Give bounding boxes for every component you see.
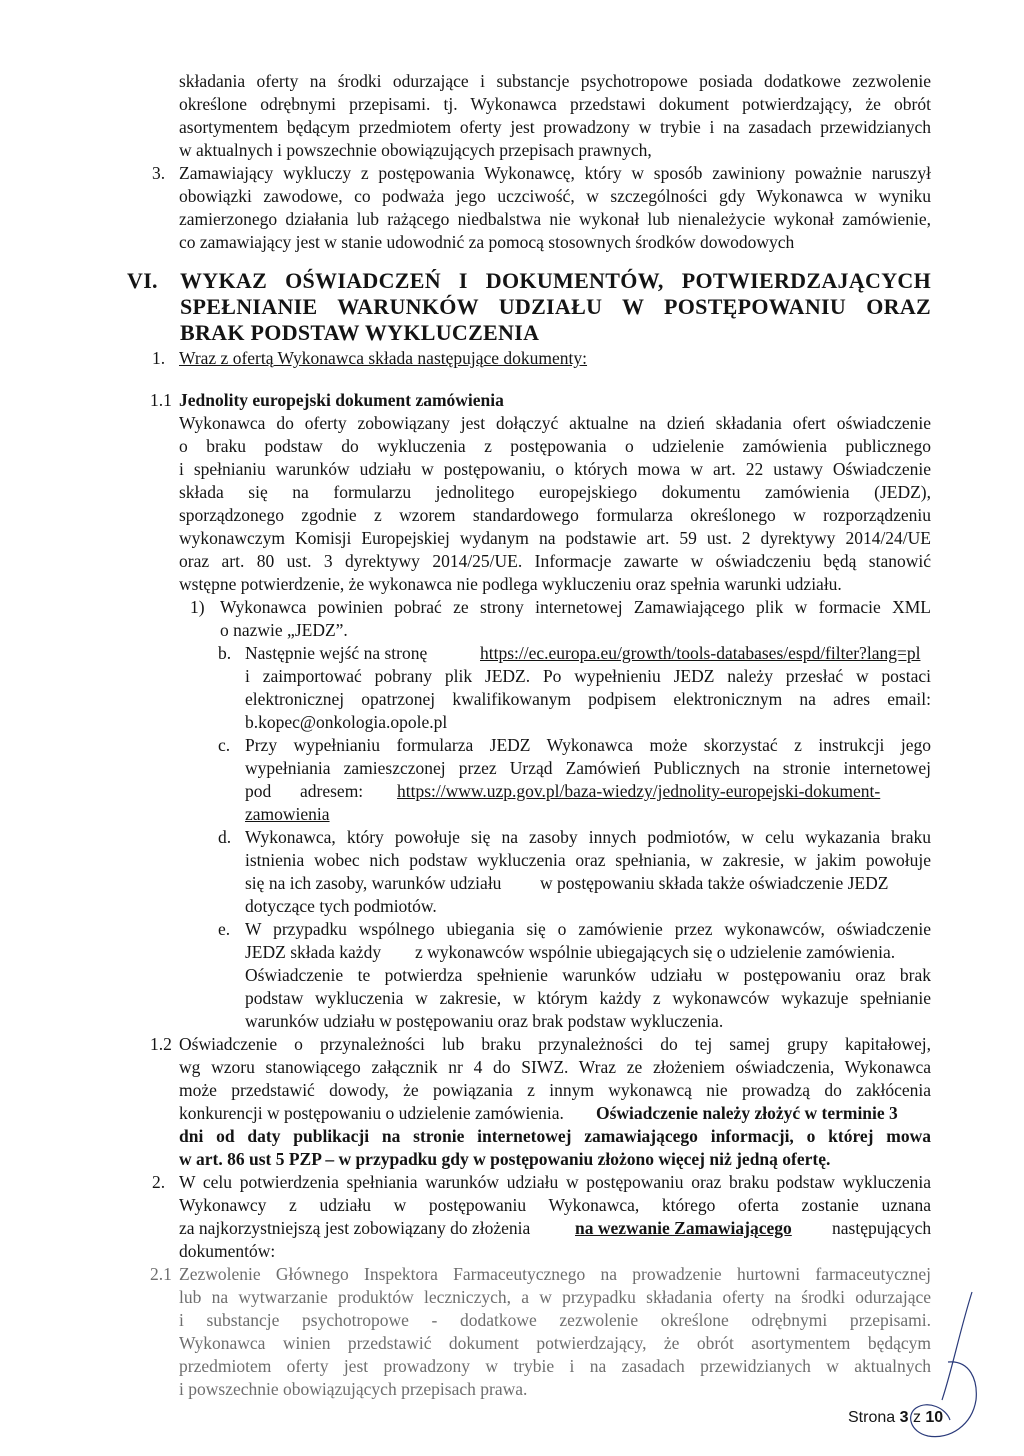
point-2-number: 2.: [152, 1172, 166, 1192]
point-2-line-1: W celu potwierdzenia spełniania warunków udziału w postępowaniu oraz braku podstaw wykluczenia: [179, 1172, 931, 1192]
page-footer-label: Strona: [848, 1409, 896, 1426]
point-1-1-title: Jednolity europejski dokument zamówienia: [179, 390, 504, 410]
item-d-line-3b: w postępowaniu składa także oświadczenie JEDZ: [540, 873, 889, 893]
point-1-1-line-4: składa się na formularzu jednolitego europejskiego dokumentu zamówienia (JEDZ),: [179, 482, 931, 502]
point-2-1-line-6: i powszechnie obowiązujących przepisach prawa.: [179, 1379, 528, 1399]
point-1-number: 1.: [152, 348, 166, 368]
espd-link[interactable]: https://ec.europa.eu/growth/tools-databases/espd/filter?lang=pl: [480, 643, 921, 663]
point-1-1-line-2: o braku podstaw do wykluczenia z postępowania o udzielenie zamówienia publicznego: [179, 436, 931, 456]
page-current: 3: [899, 1409, 909, 1426]
item-e-line-5: warunków udziału w postępowaniu oraz brak podstaw wykluczenia.: [245, 1011, 724, 1031]
point-2-line-2: Wykonawcy z udziału w postępowaniu Wykonawca, którego oferta zostanie uznana: [179, 1195, 931, 1215]
item-e-number: e.: [218, 919, 231, 939]
item-e-line-1: W przypadku wspólnego ubiegania się o zamówienie przez wykonawców, oświadczenie: [245, 919, 931, 939]
item-c-number: c.: [218, 735, 231, 755]
top-line-3: asortymentem będącym przedmiotem oferty jest prowadzony w trybie i na zasadach przewidzianych: [179, 117, 931, 137]
point-1-1-line-1: Wykonawca do oferty zobowiązany jest dołączyć aktualne na dzień składania ofert oświadczenie: [179, 413, 931, 433]
item-b-prefix: Następnie wejść na stronę: [245, 643, 428, 663]
section-number: VI.: [127, 268, 158, 293]
point-2-line-3a: za najkorzystniejszą jest zobowiązany do złożenia: [179, 1218, 531, 1238]
top-line-2: określone odrębnymi przepisami. tj. Wykonawca przedstawi dokument potwierdzający, że obrót: [179, 94, 931, 114]
item-1-line-1: Wykonawca powinien pobrać ze strony internetowej Zamawiającego plik w formacie XML: [220, 597, 931, 617]
point-2-line-3b: na wezwanie Zamawiającego: [575, 1218, 792, 1238]
point-3-line-4: co zamawiający jest w stanie udowodnić za pomocą stosownych środków dowodowych: [179, 232, 795, 252]
item-c-pod: pod: [245, 781, 272, 801]
item-e-line-2b: z wykonawców wspólnie ubiegających się o udzielenie zamówienia.: [415, 942, 896, 962]
point-1-2-number: 1.2: [150, 1034, 172, 1054]
point-1-1-line-3: i spełnianiu warunków udziału w postępowaniu, o których mowa w art. 22 ustawy Oświadczenie: [179, 459, 931, 479]
item-d-number: d.: [218, 827, 232, 847]
point-1-1-number: 1.1: [150, 390, 172, 410]
item-c-line-1: Przy wypełnianiu formularza JEDZ Wykonawca może skorzystać z instrukcji jego: [245, 735, 931, 755]
item-c-adresem: adresem:: [300, 781, 364, 801]
item-1-number: 1): [190, 597, 205, 617]
point-1-1-line-6: wykonawczym Komisji Europejskiej wydanym na podstawie art. 59 ust. 2 dyrektywy 2014/24/UE: [179, 528, 931, 548]
point-1-1-line-7: oraz art. 80 ust. 3 dyrektywy 2014/25/UE. Informacje zawarte w oświadczeniu będą stanowić: [179, 551, 931, 571]
page-of: z: [912, 1409, 921, 1426]
item-c-line-2: wypełniania zamieszczonej przez Urząd Zamówień Publicznych na stronie internetowej: [245, 758, 931, 778]
item-e-line-4: podstaw wykluczenia w zakresie, w którym każdy z wykonawców wykazuje spełnianie: [245, 988, 931, 1008]
point-1-1-line-8: wstępne potwierdzenie, że wykonawca nie podlega wykluczeniu oraz spełnia warunki udziału.: [179, 574, 842, 594]
item-b-line-3: elektronicznej opatrzonej kwalifikowanym podpisem elektronicznym na adres email:: [245, 689, 931, 709]
page-total: 10: [925, 1409, 944, 1426]
point-2-line-4: dokumentów:: [179, 1241, 276, 1261]
point-1-2-line-4b: Oświadczenie należy złożyć w terminie 3: [596, 1103, 898, 1123]
uzp-link-line-1[interactable]: https://www.uzp.gov.pl/baza-wiedzy/jednolity-europejski-dokument-: [397, 781, 881, 801]
item-1-line-2: o nazwie „JEDZ”.: [220, 620, 348, 640]
point-1-2-line-4a: konkurencji w postępowaniu o udzielenie zamówienia.: [179, 1103, 564, 1123]
top-line-1: składania oferty na środki odurzające i substancje psychotropowe posiada dodatkowe zezwolenie: [179, 71, 931, 91]
point-3-number: 3.: [152, 163, 166, 183]
point-1-2-line-1: Oświadczenie o przynależności lub braku przynależności do tej samej grupy kapitałowej,: [179, 1034, 931, 1054]
point-2-1-line-4: Wykonawca winien przedstawić dokument potwierdzający, że obrót asortymentem będącym: [179, 1333, 931, 1353]
item-d-line-4: dotyczące tych podmiotów.: [245, 896, 437, 916]
point-2-1-line-1: Zezwolenie Głównego Inspektora Farmaceutycznego na prowadzenie hurtowni farmaceutycznej: [179, 1264, 931, 1284]
point-1-2-line-2: wg wzoru stanowiącego załącznik nr 4 do SIWZ. Wraz ze złożeniem oświadczenia, Wykonawca: [179, 1057, 931, 1077]
point-1-1-line-5: sporządzonego zgodnie z wzorem standardowego formularza określonego w rozporządzeniu: [179, 505, 931, 525]
item-d-line-2: istnienia wobec nich podstaw wykluczenia oraz spełniania, w zakresie, w jakim powołuje: [245, 850, 931, 870]
item-d-line-1: Wykonawca, który powołuje się na zasoby innych podmiotów, w celu wykazania braku: [245, 827, 931, 847]
point-1-2-line-6: w art. 86 ust 5 PZP – w przypadku gdy w postępowaniu złożono więcej niż jedną ofertę.: [179, 1149, 831, 1169]
section-heading-line-1: WYKAZ OŚWIADCZEŃ I DOKUMENTÓW, POTWIERDZAJĄCYCH: [180, 268, 931, 293]
item-d-line-3a: się na ich zasoby, warunków udziału: [245, 873, 502, 893]
item-b-line-2: i zaimportować pobrany plik JEDZ. Po wypełnieniu JEDZ należy przesłać w postaci: [245, 666, 931, 686]
point-2-1-line-2: lub na wytwarzanie produktów leczniczych, a w przypadku składania oferty na środki odurzające: [179, 1287, 931, 1307]
point-1-text: Wraz z ofertą Wykonawca składa następujące dokumenty:: [179, 348, 588, 368]
point-3-line-2: obowiązki zawodowe, co podważa jego uczciwość, w szczególności gdy Wykonawca w wyniku: [179, 186, 931, 206]
point-2-1-line-3: i substancje psychotropowe - dodatkowe zezwolenie określone odrębnymi przepisami.: [179, 1310, 931, 1330]
section-heading-line-2: SPEŁNIANIE WARUNKÓW UDZIAŁU W POSTĘPOWANIU ORAZ: [180, 294, 931, 319]
point-2-1-number: 2.1: [150, 1264, 172, 1284]
point-2-line-3c: następujących: [832, 1218, 932, 1238]
item-e-line-3: Oświadczenie te potwierdza spełnienie warunków udziału w postępowaniu oraz brak: [245, 965, 931, 985]
point-2-1-line-5: przedmiotem oferty jest prowadzony w trybie i na zasadach przewidzianych w aktualnych: [179, 1356, 931, 1376]
email-address[interactable]: b.kopec@onkologia.opole.pl: [245, 712, 448, 732]
point-1-2-line-3: może przedstawić dowody, że powiązania z innym wykonawcą nie prowadzą do zakłócenia: [179, 1080, 931, 1100]
point-1-2-line-5: dni od daty publikacji na stronie internetowej zamawiającego informacji, o której mowa: [179, 1126, 931, 1146]
item-b-number: b.: [218, 643, 232, 663]
section-heading-line-3: BRAK PODSTAW WYKLUCZENIA: [180, 320, 540, 345]
point-3-line-1: Zamawiający wykluczy z postępowania Wykonawcę, który w sposób zawiniony poważnie naruszył: [179, 163, 931, 183]
item-e-line-2a: JEDZ składa każdy: [245, 942, 382, 962]
uzp-link-line-2[interactable]: zamowienia: [245, 804, 330, 824]
point-3-line-3: zamierzonego działania lub rażącego niedbalstwa nie wykonał lub nienależycie wykonał zamówienie,: [179, 209, 931, 229]
top-line-4: w aktualnych i powszechnie obowiązujących przepisach prawnych,: [179, 140, 652, 160]
handwritten-signature-icon: [880, 1290, 980, 1440]
